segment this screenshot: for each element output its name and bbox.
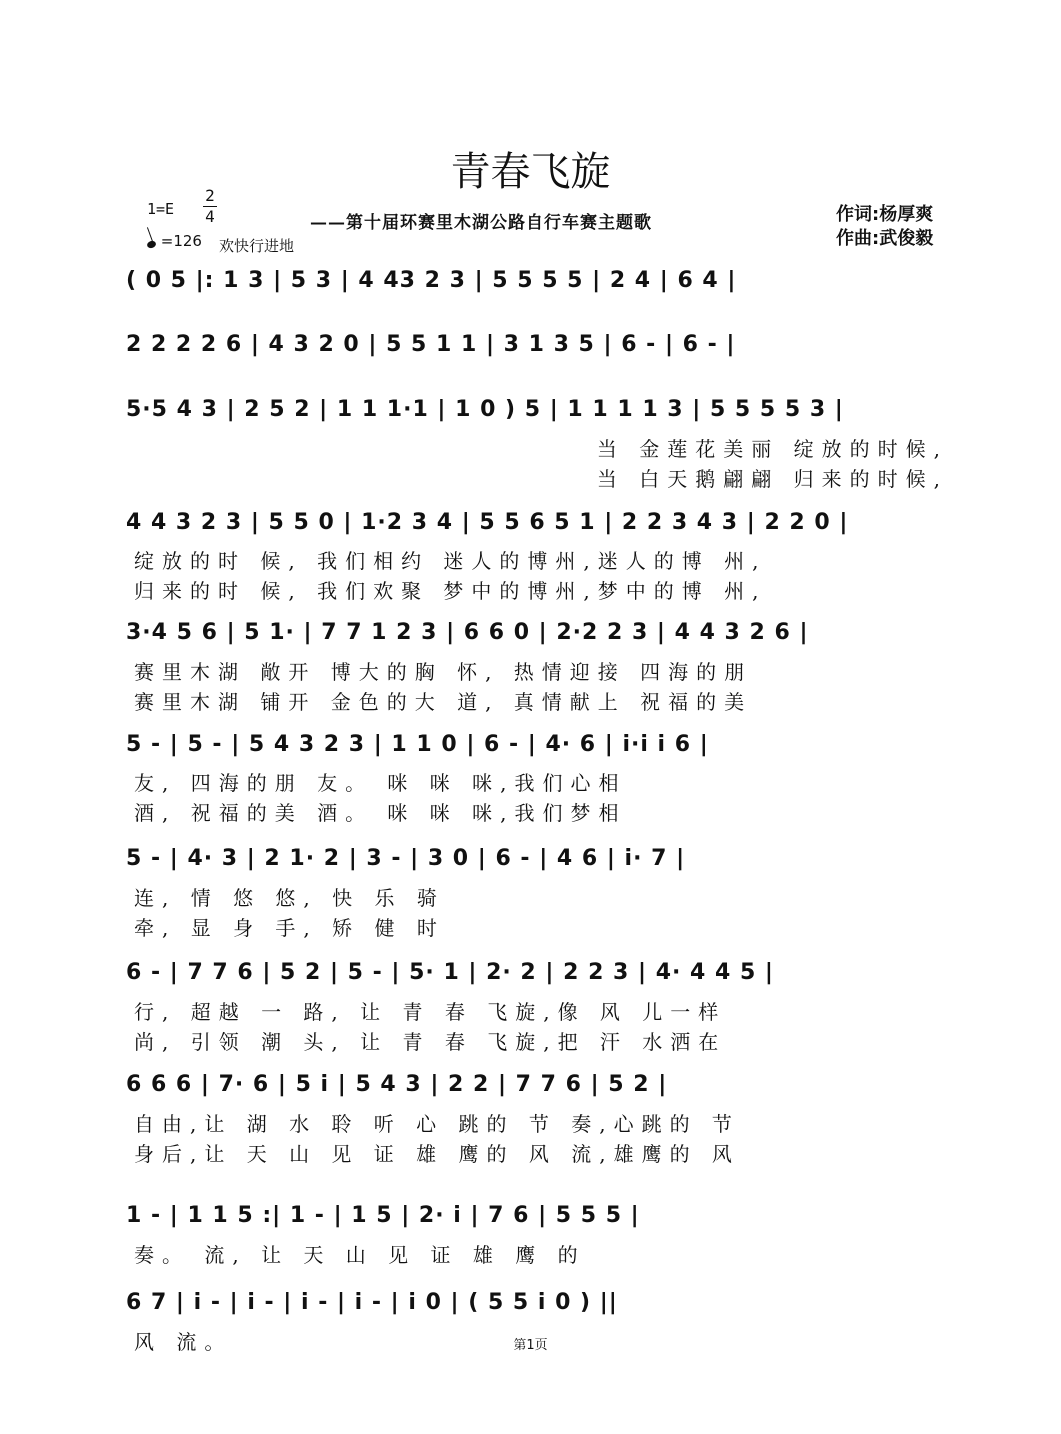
lyrics-verse-1: 行, 超越 一 路, 让 青 春 飞旋,像 风 儿一样 xyxy=(134,1000,727,1024)
lyrics-verse-2: 牵, 显 身 手, 矫 健 时 xyxy=(134,916,445,940)
lyrics-verse-2: 酒, 祝福的美 酒。 咪 咪 咪,我们梦相 xyxy=(134,801,627,825)
lyrics-verse-2: 身后,让 天 山 见 证 雄 鹰的 风 流,雄鹰的 风 xyxy=(134,1142,740,1166)
quarter-note-icon xyxy=(146,240,157,250)
music-line: 6 7 | i - | i - | i - | i - | i 0 | ( 5 5 i 0 ) || xyxy=(126,1290,618,1315)
music-line: 1 - | 1 1 5 :| 1 - | 1 5 | 2· i | 7 6 | 5 5 5 | xyxy=(126,1203,640,1228)
tempo-marking: 欢快行进地 xyxy=(219,237,295,255)
lyrics-verse-1: 友, 四海的朋 友。 咪 咪 咪,我们心相 xyxy=(134,771,627,795)
music-line: 3·4 5 6 | 5 1· | 7 7 1 2 3 | 6 6 0 | 2·2 2 3 | 4 4 3 2 6 | xyxy=(126,620,809,645)
tempo xyxy=(147,232,202,250)
music-line: 6 6 6 | 7· 6 | 5 i | 5 4 3 | 2 2 | 7 7 6 | 5 2 | xyxy=(126,1072,668,1097)
music-line: 4 4 3 2 3 | 5 5 0 | 1·2 3 4 | 5 5 6 5 1 | 2 2 3 4 3 | 2 2 0 | xyxy=(126,510,849,535)
lyrics-verse-1: 连, 情 悠 悠, 快 乐 骑 xyxy=(134,886,445,910)
lyrics-verse-1: 奏。 流, 让 天 山 见 证 雄 鹰 的 xyxy=(134,1243,586,1267)
lyrics-verse-1: 当 金莲花美丽 绽放的时候, xyxy=(596,437,948,461)
music-line: 5 - | 4· 3 | 2 1· 2 | 3 - | 3 0 | 6 - | 4 6 | i· 7 | xyxy=(126,846,686,871)
lyrics-verse-2: 赛里木湖 铺开 金色的大 道, 真情献上 祝福的美 xyxy=(134,690,753,714)
music-line: 5 - | 5 - | 5 4 3 2 3 | 1 1 0 | 6 - | 4· 6 | i·i i 6 | xyxy=(126,732,709,757)
music-line: 5·5 4 3 | 2 5 2 | 1 1 1·1 | 1 0 ) 5 | 1 1 1 1 3 | 5 5 5 5 3 | xyxy=(126,397,844,422)
time-signature-top: 2 xyxy=(205,186,215,205)
lyrics-verse-2: 归来的时 候, 我们欢聚 梦中的博州,梦中的博 州, xyxy=(134,579,767,603)
lyrics-verse-2: 当 白天鹅翩翩 归来的时候, xyxy=(596,467,948,491)
composer-credit: 作曲:武俊毅 xyxy=(836,228,934,249)
lyrics-verse-1: 自由,让 湖 水 聆 听 心 跳的 节 奏,心跳的 节 xyxy=(134,1112,740,1136)
lyrics-verse-1: 风 流。 xyxy=(134,1330,233,1354)
lyrics-verse-1: 赛里木湖 敞开 博大的胸 怀, 热情迎接 四海的朋 xyxy=(134,660,753,684)
music-line: ( 0 5 |: 1 3 | 5 3 | 4 43 2 3 | 5 5 5 5 | 2 4 | 6 4 | xyxy=(126,268,737,293)
song-title: 青春飞旋 xyxy=(450,149,611,195)
lyrics-verse-2: 尚, 引领 潮 头, 让 青 春 飞旋,把 汗 水洒在 xyxy=(134,1030,727,1054)
page-number: 第1页 xyxy=(513,1338,548,1353)
music-line: 2 2 2 2 6 | 4 3 2 0 | 5 5 1 1 | 3 1 3 5 | 6 - | 6 - | xyxy=(126,332,736,357)
lyrics-verse-1: 绽放的时 候, 我们相约 迷人的博州,迷人的博 州, xyxy=(134,549,767,573)
time-signature xyxy=(200,186,220,227)
time-signature-bottom: 4 xyxy=(205,207,215,226)
lyricist-credit: 作词:杨厚爽 xyxy=(836,204,934,225)
music-line: 6 - | 7 7 6 | 5 2 | 5 - | 5· 1 | 2· 2 | 2 2 3 | 4· 4 4 5 | xyxy=(126,960,774,985)
tempo-value: =126 xyxy=(160,232,202,250)
key-signature: 1=E xyxy=(147,200,175,218)
song-subtitle: ——第十届环赛里木湖公路自行车赛主题歌 xyxy=(310,213,652,233)
